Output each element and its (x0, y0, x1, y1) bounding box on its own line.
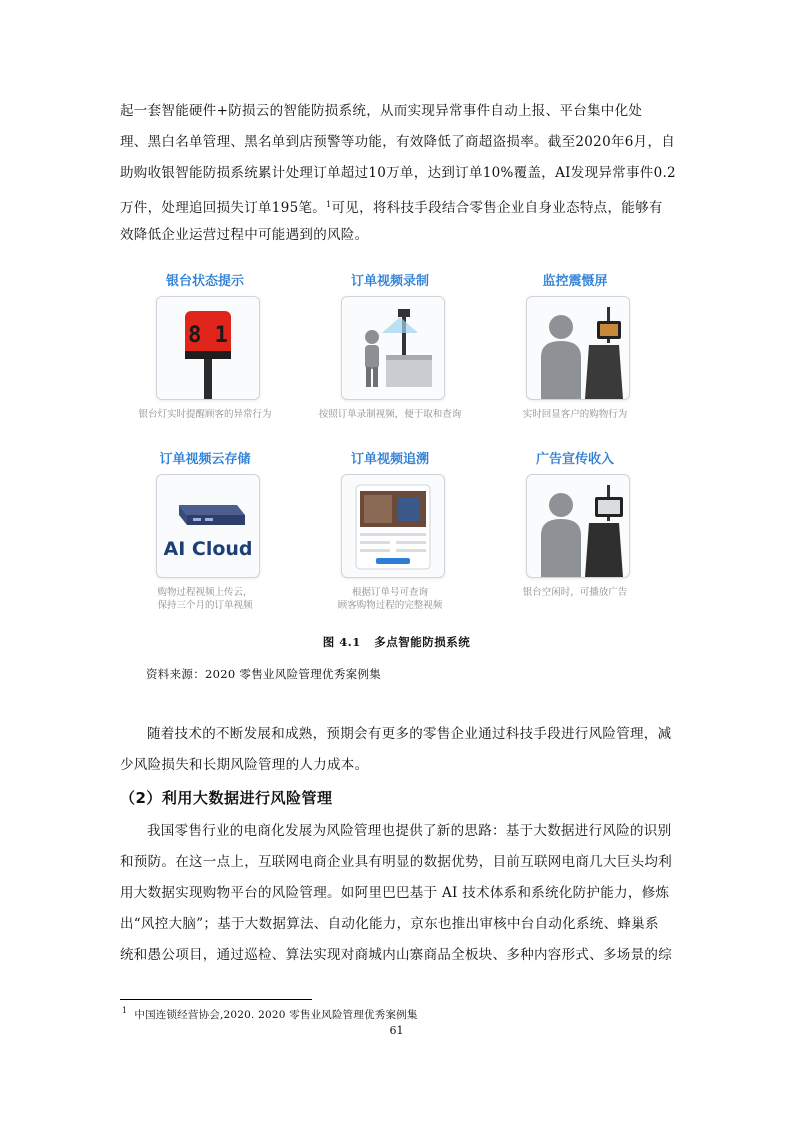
figure-smart-loss-prevention (130, 262, 650, 617)
status-light-icon (156, 296, 260, 400)
figure-cell-status (130, 262, 280, 432)
ad-screen-icon (526, 474, 630, 578)
cloud-server-icon (156, 474, 260, 578)
page-number: 61 (389, 1024, 404, 1037)
text-line: 出“风控大脑”；基于大数据算法、自动化能力，京东也推出审核中台自动化系统、蜂巢系 (120, 916, 659, 932)
section-heading: （2）利用大数据进行风险管理 (120, 789, 333, 807)
cell-caption: 购物过程视频上传云， 保持三个月的订单视频 (157, 587, 253, 611)
footnote-text: 中国连锁经营协会,2020. 2020 零售业风险管理优秀案例集 (134, 1009, 418, 1021)
text-line: 随着技术的不断发展和成熟，预期会有更多的零售企业通过科技手段进行风险管理，减 (147, 726, 672, 742)
figure-cell-trace (315, 440, 465, 610)
text-line: 我国零售行业的电商化发展为风险管理也提供了新的思路：基于大数据进行风险的识别 (147, 823, 672, 839)
video-record-icon (341, 296, 445, 400)
cell-caption: 银台灯实时提醒顾客的异常行为 (138, 409, 272, 420)
cell-caption: 按照订单录制视频，便于取和查询 (318, 409, 462, 420)
figure-cell-monitor (500, 262, 650, 432)
figure-cell-video-record (315, 262, 465, 432)
figure-cell-cloud (130, 440, 280, 610)
paragraph-1 (120, 96, 676, 251)
text-line: 万件，处理追回损失订单195笔。$^1$可见，将科技手段结合零售企业自身业态特点，能够有 (120, 200, 663, 216)
paragraph-3 (120, 816, 672, 971)
footnote-ref[interactable]: 1 (326, 200, 332, 209)
text-line: 少风险损失和长期风险管理的人力成本。 (120, 757, 369, 773)
figure-caption (0, 634, 793, 650)
text-line: 效降低企业运营过程中可能遇到的风险。 (120, 227, 369, 243)
video-trace-icon (341, 474, 445, 578)
cell-caption: 银台空闲时，可播放广告 (522, 587, 628, 598)
ai-cloud-label: AI Cloud (163, 538, 253, 560)
cell-title: 订单视频云存储 (159, 452, 251, 467)
paragraph-2 (120, 719, 672, 781)
text-line: 统和愚公项目，通过巡检、算法实现对商城内山寨商品全板块、多种内容形式、多场景的综 (120, 947, 672, 963)
cell-caption: 根据订单号可查询 顾客购物过程的完整视频 (337, 587, 443, 611)
cell-title: 订单视频追溯 (350, 452, 429, 467)
cell-title: 广告宣传收入 (535, 452, 614, 467)
text-line: 理、黑白名单管理、黑名单到店预警等功能，有效降低了商超盗损率。截至2020年6月，自 (120, 134, 676, 150)
figure-label: 图 4.1 (322, 635, 361, 649)
figure-cell-ad (500, 440, 650, 610)
footnote-divider (120, 999, 312, 1000)
text-line: 用大数据实现购物平台的风险管理。如阿里巴巴基于 AI 技术体系和系统化防护能力，修炼 (120, 885, 670, 901)
text-line: 助购收银智能防损系统累计处理订单超过10万单，达到订单10%覆盖，AI发现异常事件0.2 (120, 165, 676, 181)
footnote-marker: 1 (122, 1006, 128, 1015)
figure-title: 多点智能防损系统 (374, 635, 471, 649)
cell-title: 监控震慑屏 (542, 274, 608, 289)
text-line: 和预防。在这一点上，互联网电商企业具有明显的数据优势，目前互联网电商几大巨头均利 (120, 854, 672, 870)
text-line: 起一套智能硬件+防损云的智能防损系统，从而实现异常事件自动上报、平台集中化处 (120, 103, 643, 119)
cell-title: 订单视频录制 (350, 274, 429, 289)
monitor-screen-icon (526, 296, 630, 400)
figure-source: 资料来源：2020 零售业风险管理优秀案例集 (146, 667, 382, 681)
status-digits: 8 1 (188, 323, 228, 348)
cell-title: 银台状态提示 (165, 274, 244, 289)
footnote (122, 1006, 418, 1022)
cell-caption: 实时回显客户的购物行为 (522, 409, 628, 420)
